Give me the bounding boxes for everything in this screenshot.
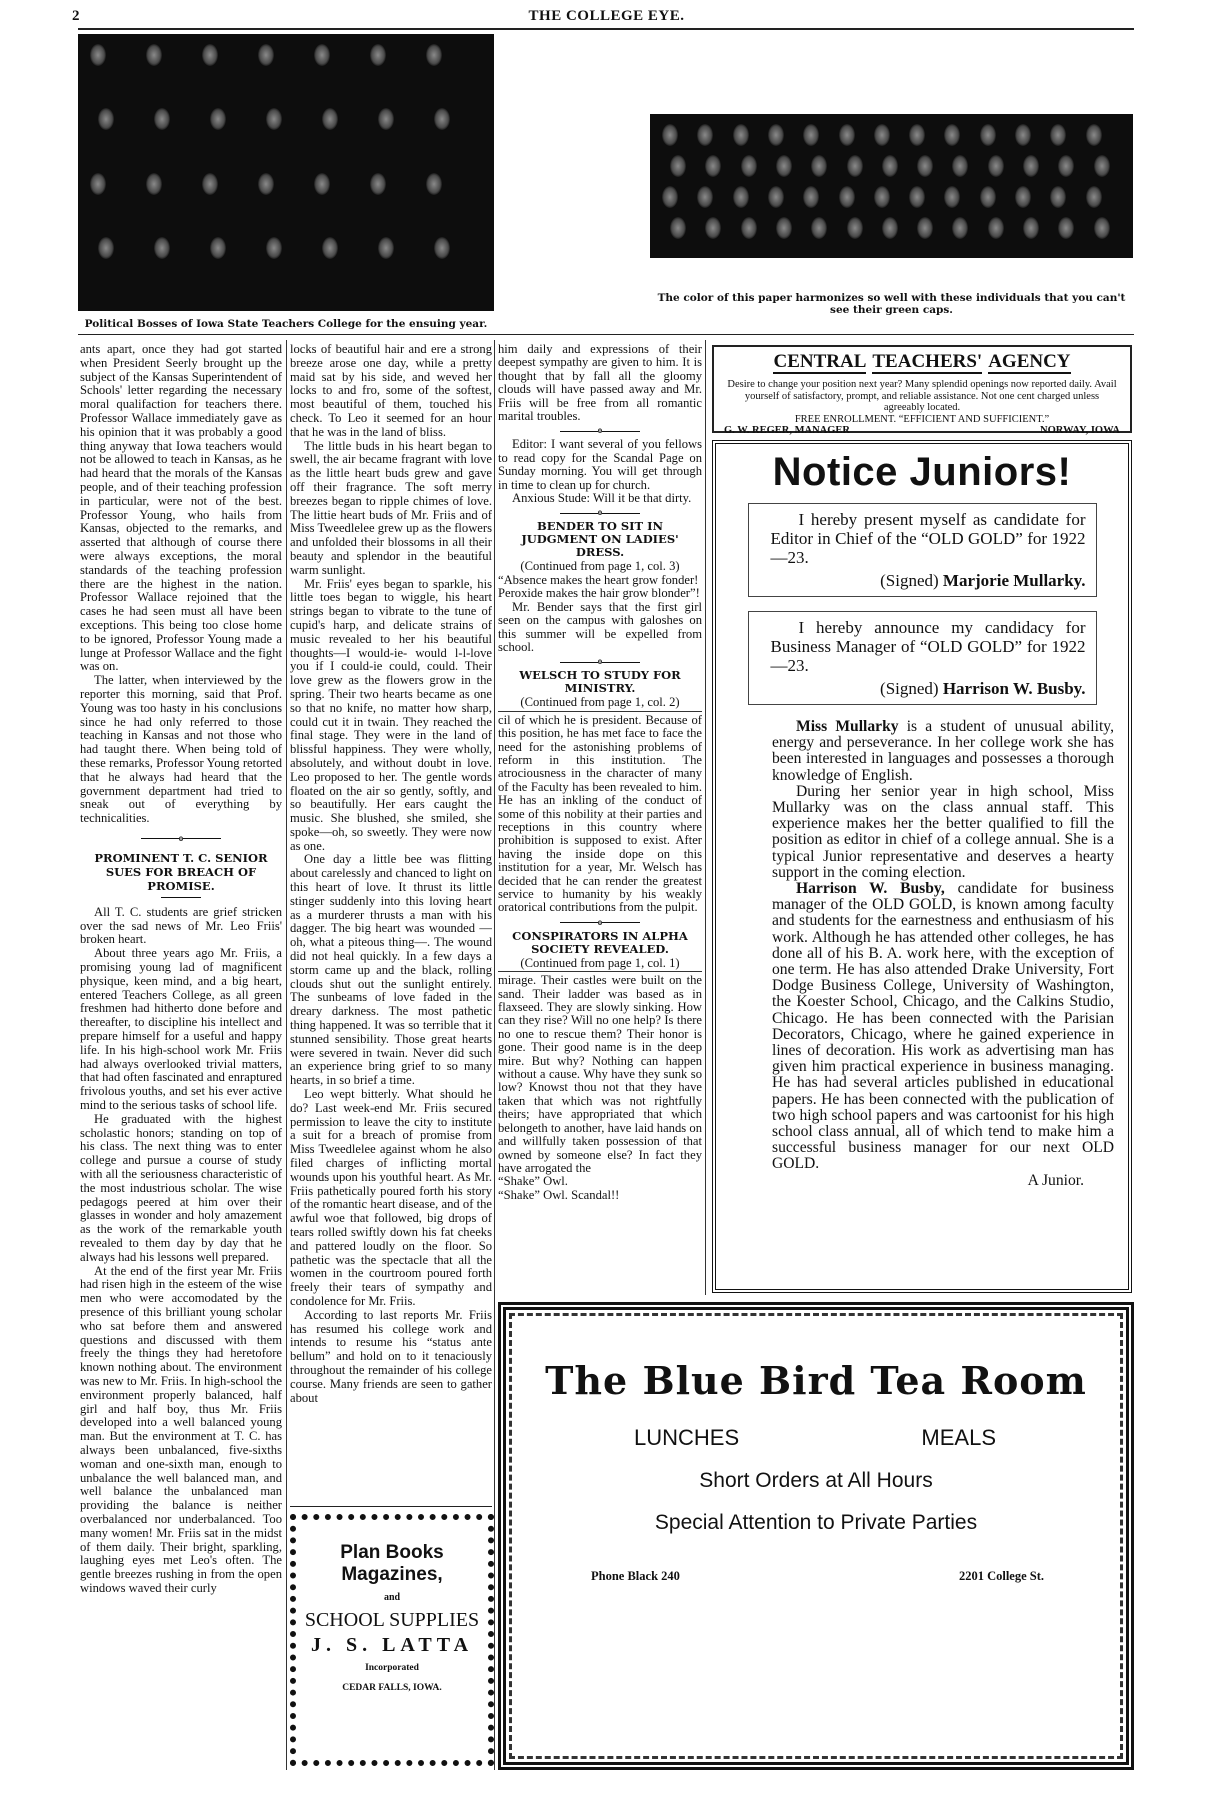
- separator: o: [498, 918, 702, 927]
- ad-company-name: J. S. LATTA: [310, 1634, 474, 1656]
- photo-face: [670, 217, 686, 239]
- headline-welsch: WELSCH TO STUDY FOR MINISTRY.: [519, 668, 681, 696]
- photo-face: [662, 186, 678, 208]
- photo-face: [266, 108, 282, 130]
- headline-conspirators: CONSPIRATORS IN ALPHA SOCIETY REVEALED.: [512, 928, 688, 956]
- photo-face: [154, 108, 170, 130]
- photo-face: [988, 217, 1004, 239]
- photo-face: [1050, 186, 1066, 208]
- photo-face: [917, 217, 933, 239]
- article-line: “Shake” Owl.: [498, 1174, 568, 1189]
- photo-face: [1094, 155, 1110, 177]
- photo-face: [1015, 186, 1031, 208]
- photo-face: [314, 44, 330, 66]
- photo-face: [98, 108, 114, 130]
- photo-face: [980, 186, 996, 208]
- photo-face: [1058, 217, 1074, 239]
- photo-face: [1094, 217, 1110, 239]
- agency-footer: [714, 425, 1130, 436]
- column-divider: [286, 340, 287, 1770]
- article-paragraph: mirage. Their castles were built on the sand. Their ladder was based as in flaxseed. They are slowly sinking. How can they rise? Will no one help? Is there no one to rescue them? Their honor is gone. Their good name is in the deep mire. But why? Nothing can happen without a cause. Why have they sunk so low? Knowst thou not that they have taken that which was not rightfully theirs; have appropriated that which belongeth to another, have laid hands on and willfully taken possession of that owned by someone else? In fact they have arrogated the: [498, 973, 702, 1175]
- article-paragraph: cil of which he is president. Because of this position, he has met face to face the need for the astonishing problems of reform in this institution. The atrociousness in the character of many of the Faculty has been revealed to him. He has an inkling of the conduct of some of this nobility at their parties and receptions in this country where prohibition is supposed to exist. After having the inside dope on this institution for a year, Mr. Welsch has decided that he can render the greatest service to humanity by his weakly oratorical contributions from the pulpit.: [498, 712, 702, 915]
- photo-face: [803, 186, 819, 208]
- article-paragraph: He graduated with the highest scholastic honors; standing on top of his class. The next thing was to enter college and pursue a course of study with all the seriousness characteristic of the most industrious scholar. The wise pedagogs peered at him over their glasses in wonder and holy amazement as the work of the remarkable youth revealed to them day by day that he always had his lessons well prepared.: [80, 1111, 282, 1264]
- photo-face: [98, 237, 114, 259]
- column-divider: [494, 340, 495, 1770]
- ad-line: Magazines,: [341, 1564, 443, 1585]
- header-rule: [78, 28, 1134, 30]
- continued-note: (Continued from page 1, col. 3): [520, 559, 680, 574]
- photo-caption-left: Political Bosses of Iowa State Teachers College for the ensuing year.: [84, 318, 488, 330]
- photo-face: [847, 155, 863, 177]
- photo-face: [980, 124, 996, 146]
- article-paragraph: him daily and expressions of their deepest sympathy are given to him. It is thought that by fall all the gloomy clouds will have passed away and Mr. Friis will be free from all romantic marital troubles.: [498, 343, 702, 424]
- photo-face: [434, 237, 450, 259]
- photo-face: [90, 44, 106, 66]
- photo-face: [1023, 217, 1039, 239]
- photo-face: [839, 186, 855, 208]
- photo-face: [839, 124, 855, 146]
- photo-face: [378, 108, 394, 130]
- photo-face: [202, 44, 218, 66]
- photo-face: [154, 237, 170, 259]
- photo-face: [803, 124, 819, 146]
- ad-line: Incorporated: [365, 1663, 419, 1673]
- candidate-statement-editor: I hereby present myself as candidate for Editor in Chief of the “OLD GOLD” for 1922—23. (Signed) Marjorie Mullarky.: [748, 503, 1097, 597]
- photo-face: [882, 155, 898, 177]
- photo-face: [811, 155, 827, 177]
- photo-face: [741, 155, 757, 177]
- separator: o: [498, 426, 702, 435]
- photo-face: [874, 124, 890, 146]
- article-paragraph: Mr. Friis' eyes began to sparkle, his little toes began to wiggle, his heart strings began to vibrate to the tune of cupid's harp, and delicate strains of music revealed to her his beautiful thoughts—I would-ie- would l-l-love you if I could-ie could, could. Their love grew as the flowers grow in the spring. Their two hearts became as one so that no knife, no matter how sharp, could cut it in twain. They reached the final stage. They were in the land of blissful happiness. They were wholly, absolutely, and without doubt in love. Leo proposed to her. The gentle words floated on the air so gently, softly, and so beautifully. Her ears caught the music. She blushed, she smiled, she spoke—oh, so sweetly. They were now as one.: [290, 576, 492, 853]
- separator: o: [80, 834, 282, 843]
- photo-face: [370, 173, 386, 195]
- continued-note: (Continued from page 1, col. 1): [498, 957, 702, 972]
- photo-face: [1015, 124, 1031, 146]
- photo-green-caps: [650, 114, 1133, 258]
- notice-juniors-box: [712, 440, 1132, 1293]
- page-number: 2: [72, 8, 80, 24]
- notice-signoff: A Junior.: [1027, 1171, 1084, 1189]
- central-teachers-agency-ad: [712, 345, 1132, 436]
- masthead: THE COLLEGE EYE.: [528, 8, 685, 24]
- photo-face: [944, 186, 960, 208]
- ad-line: and: [383, 1592, 401, 1603]
- separator: o: [498, 657, 702, 666]
- article-paragraph: All T. C. students are grief stricken over the sad news of Mr. Leo Friis' broken heart.: [80, 904, 282, 947]
- agency-title: CENTRAL TEACHERS' AGENCY: [773, 351, 1071, 372]
- verse-line: Peroxide makes the hair grow blonder”!: [498, 586, 700, 601]
- agency-slogan: FREE ENROLLMENT. “EFFICIENT AND SUFFICIENT.”: [794, 413, 1050, 425]
- photo-face: [90, 173, 106, 195]
- photo-face: [1023, 155, 1039, 177]
- ad-address: CEDAR FALLS, IOWA.: [342, 1683, 442, 1693]
- headline-breach-of-promise: PROMINENT T. C. SENIOR SUES FOR BREACH OF PROMISE.: [94, 850, 268, 893]
- article-paragraph: The latter, when interviewed by the reporter this morning, said that Prof. Young was too hasty in his conclusions since he had only referred to those teaching in Kansas and not those who had taught there. When being told of these remarks, Professor Young retorted that he always had heard that the government department had tried to sneak out of everything by technicalities.: [80, 673, 282, 826]
- divider: [161, 897, 201, 898]
- article-paragraph: The little buds in his heart began to swell, the air became fragrant with love as the little heart buds grew and gave off their fragrance. The soft merry breezes began to ripple chimes of love. The littie heart buds of Mr. Friis and of Miss Tweedlelee grew up as the flowers and unfolded their blossoms in all their beauty and splendor in the beautiful warm sunlight.: [290, 438, 492, 577]
- photo-face: [874, 186, 890, 208]
- agency-manager: G. W. REGER, MANAGER: [724, 425, 851, 436]
- photo-face: [952, 217, 968, 239]
- photo-face: [1086, 186, 1102, 208]
- photo-face: [697, 124, 713, 146]
- photo-face: [1050, 124, 1066, 146]
- photo-face: [426, 44, 442, 66]
- ad-line: SCHOOL SUPPLIES: [304, 1609, 480, 1631]
- article-paragraph: At the end of the first year Mr. Friis had risen high in the esteem of the wise men who were accomodated by the presence of this brilliant young scholar who sat before them and answered questions and discussed with them freely the things they had heretofore known nothing about. The environment was new to Mr. Friis. In high-school the environment properly balanced, half girl and half boy, thus Mr. Friis developed into a well balanced young man. But the environment at T. C. has always been unbalanced, five-sixths woman and one-sixth man, enough to unbalance the well balanced man, and well balance the unbalanced man providing the balance is neither overbalanced nor underbalanced. Too many women! Mr. Friis sat in the midst of them daily. Their bright, sparkling, laughing eyes met Leo's often. The gentle breezes rushing in from the open windows waved their curly: [80, 1263, 282, 1595]
- photo-face: [434, 108, 450, 130]
- photo-face: [988, 155, 1004, 177]
- photo-caption-right: The color of this paper harmonizes so well with these individuals that you can't see their green caps.: [657, 292, 1126, 316]
- photo-face: [768, 124, 784, 146]
- article-paragraph: ants apart, once they had got started when President Seerly brought up the subject of the Kansas Superintendent of Schools' letter regarding the necessary moral qualifaction for teachers there. Professor Wallace immediately gave as his opinion that it was probably a good thing anyway that Iowa teachers would not be allowed to teach in Kansas, as he had heard that the morals of the Kansas people, and of their teaching profession in particular, were not of the best. Professor Young, who hails from Kansas, objected to the remarks, and asserted that although of course there were always exceptions, the moral standards of the teaching profession there are the highest in the nation. Professor Wallace rejoined that the cases he had seen must all have been exceptions. This being too close home to be ignored, Professor Young made a lunge at Professor Wallace and the fight was on.: [80, 343, 282, 674]
- photo-face: [670, 155, 686, 177]
- photo-face: [705, 217, 721, 239]
- headline-bender: BENDER TO SIT IN JUDGMENT ON LADIES' DRESS.: [521, 519, 679, 560]
- photo-face: [1058, 155, 1074, 177]
- photo-face: [258, 173, 274, 195]
- section-rule: [78, 334, 1134, 335]
- ad-line: Special Attention to Private Parties: [654, 1511, 978, 1534]
- verse-line: “Absence makes the heart grow fonder!: [498, 572, 699, 587]
- ad-phone: Phone Black 240: [591, 1569, 680, 1583]
- column-3: [498, 343, 702, 1295]
- article-paragraph: locks of beautiful hair and ere a strong breeze arose one day, while a pretty maid sat by his side, and weved her locks to and fro, some of the softest, most beautiful of them, touched his check. To Leo it seemed for an hour that he was in the land of bliss.: [290, 343, 492, 439]
- photo-face: [952, 155, 968, 177]
- photo-face: [258, 44, 274, 66]
- article-paragraph: Mr. Bender says that the first girl seen on the campus with galoshes on this summer will be expelled from school.: [498, 599, 702, 654]
- photo-face: [944, 124, 960, 146]
- article-paragraph: Anxious Stude: Will it be that dirty.: [512, 491, 692, 506]
- photo-face: [909, 124, 925, 146]
- column-2: [290, 343, 492, 1503]
- photo-face: [210, 237, 226, 259]
- photo-face: [776, 155, 792, 177]
- ad-line: Plan Books: [340, 1542, 444, 1563]
- ad-address: 2201 College St.: [958, 1569, 1044, 1583]
- photo-face: [378, 237, 394, 259]
- photo-face: [776, 217, 792, 239]
- photo-face: [662, 124, 678, 146]
- photo-face: [811, 217, 827, 239]
- article-paragraph: Leo wept bitterly. What should he do? Last week-end Mr. Friis secured permission to leave the city to institute a suit for a breach of promise from Miss Tweedlelee against whom he also filed charges of inflicting mortal wounds upon his youthful heart. As Mr. Friis pathetically poured forth his story of the romantic heart disease, and of the awful woe that followed, big drops of tears rolled swiftly down his fat cheeks and pattered loudly on the floor. So pathetic was the spectacle that all the women in the courtroom poured forth freely their tears of sympathy and condolence for Mr. Friis.: [290, 1087, 492, 1308]
- photo-face: [1086, 124, 1102, 146]
- photo-face: [909, 186, 925, 208]
- photo-face: [322, 108, 338, 130]
- ad-line: Short Orders at All Hours: [699, 1469, 933, 1492]
- photo-face: [847, 217, 863, 239]
- photo-face: [733, 186, 749, 208]
- photo-face: [426, 173, 442, 195]
- notice-title: Notice Juniors!: [772, 450, 1072, 494]
- separator: o: [498, 508, 702, 517]
- photo-political-bosses: [78, 34, 494, 311]
- photo-face: [741, 217, 757, 239]
- ad-contact: [506, 1569, 1126, 1584]
- photo-face: [202, 173, 218, 195]
- continued-note: (Continued from page 1, col. 2): [498, 696, 702, 711]
- photo-face: [314, 173, 330, 195]
- photo-face: [266, 237, 282, 259]
- photo-face: [768, 186, 784, 208]
- photo-face: [917, 155, 933, 177]
- blue-bird-tea-room-ad: [498, 1302, 1134, 1770]
- photo-face: [370, 44, 386, 66]
- ad-title: The Blue Bird Tea Room: [545, 1358, 1087, 1403]
- photo-face: [697, 186, 713, 208]
- article-paragraph: Editor: I want several of you fellows to read copy for the Scandal Page on Sunday morning. You will get through in time to clean up for church.: [498, 437, 702, 492]
- agency-location: NORWAY, IOWA: [1040, 425, 1120, 436]
- ad-offerings: LUNCHES MEALS: [634, 1425, 996, 1450]
- article-paragraph: About three years ago Mr. Friis, a promising young lad of magnificent physique, keen mind, and a big heart, entered Teachers College, as all green freshmen had hitherto done before and thereafter, to discipline his intellect and prepare himself for a useful and happy life. In his high-school work Mr. Friis had always overlooked trivial matters, that had often fascinated and enraptured frivolous youths, and set his ever active mind to the serious tasks of school life.: [80, 946, 282, 1113]
- article-paragraph: According to last reports Mr. Friis has resumed his college work and intends to resume his “status ante bellum” and hold on to it tenaciously throughout the remainder of his college course. Many friends are seen to gather about: [290, 1307, 492, 1405]
- photo-face: [210, 108, 226, 130]
- latta-ad: [290, 1514, 494, 1766]
- candidate-statement-business-manager: I hereby announce my candidacy for Business Manager of “OLD GOLD” for 1922—23. (Signed) Harrison W. Busby.: [748, 611, 1097, 705]
- divider: [290, 1506, 492, 1507]
- photo-face: [146, 173, 162, 195]
- column-1: [80, 343, 282, 1773]
- photo-face: [733, 124, 749, 146]
- article-paragraph: One day a little bee was flitting about carelessly and chanced to light on this heart of love. It thrust its little stinger suddenly into this loving heart as a murderer thrusts a man with his dagger. The big heart was wounded —oh, what a piteous thing—. The wound did not heal quickly. In a few days a storm came up and the black, rolling clouds shut out the sunlight entirely. The sunbeams of love faded in the dreary darkness. The most pathetic thing happened. It was so terrible that it stunned sensibility. Those great hearts were severed in twain. Never did such an experience bring grief to so many hearts, in so brief a time.: [290, 852, 492, 1088]
- photo-face: [705, 155, 721, 177]
- notice-body: Miss Mullarky is a student of unusual ability, energy and perseverance. In her college work she has been interested in languages and possesses a thorough knowledge of English. During her senior year in high school, Miss Mullarky was on the class annual staff. This experience makes her the better qualified to fill the position as editor in chief of a college annual. She is a typical Junior representative and deserves a hearty support in the coming election. Harrison W. Busby, candidate for business manager of the OLD GOLD, is known among faculty and students for the earnestness and enthusiasm of his work. Although he has attended other colleges, he has done all of his B. A. work here, with the exception of one term. He has also attended Drake University, Fort Dodge Business College, University of Washington, the Koester School, Chicago, and the Calkins Studio, Chicago. He has been connected with the Parisian Decorators, Chicago, where he gained experience in lines of decoration. His work as advertising man has given him practical experience in business managing. He has had several articles published in educational papers. He has been connected with the publication of two high school papers and was cartoonist for his high school class annual, all of which tend to make him a successful business manager for our next OLD GOLD. A Junior.: [772, 718, 1114, 1189]
- photo-face: [146, 44, 162, 66]
- photo-face: [882, 217, 898, 239]
- agency-body: Desire to change your position next year? Many splendid openings now reported daily. Avail yourself of satisfactory, prompt, and reliable assistance. Not one cent charged unless agreeably located.: [727, 379, 1117, 413]
- photo-face: [322, 237, 338, 259]
- article-line: “Shake” Owl. Scandal!!: [498, 1187, 620, 1202]
- column-divider: [705, 340, 706, 1295]
